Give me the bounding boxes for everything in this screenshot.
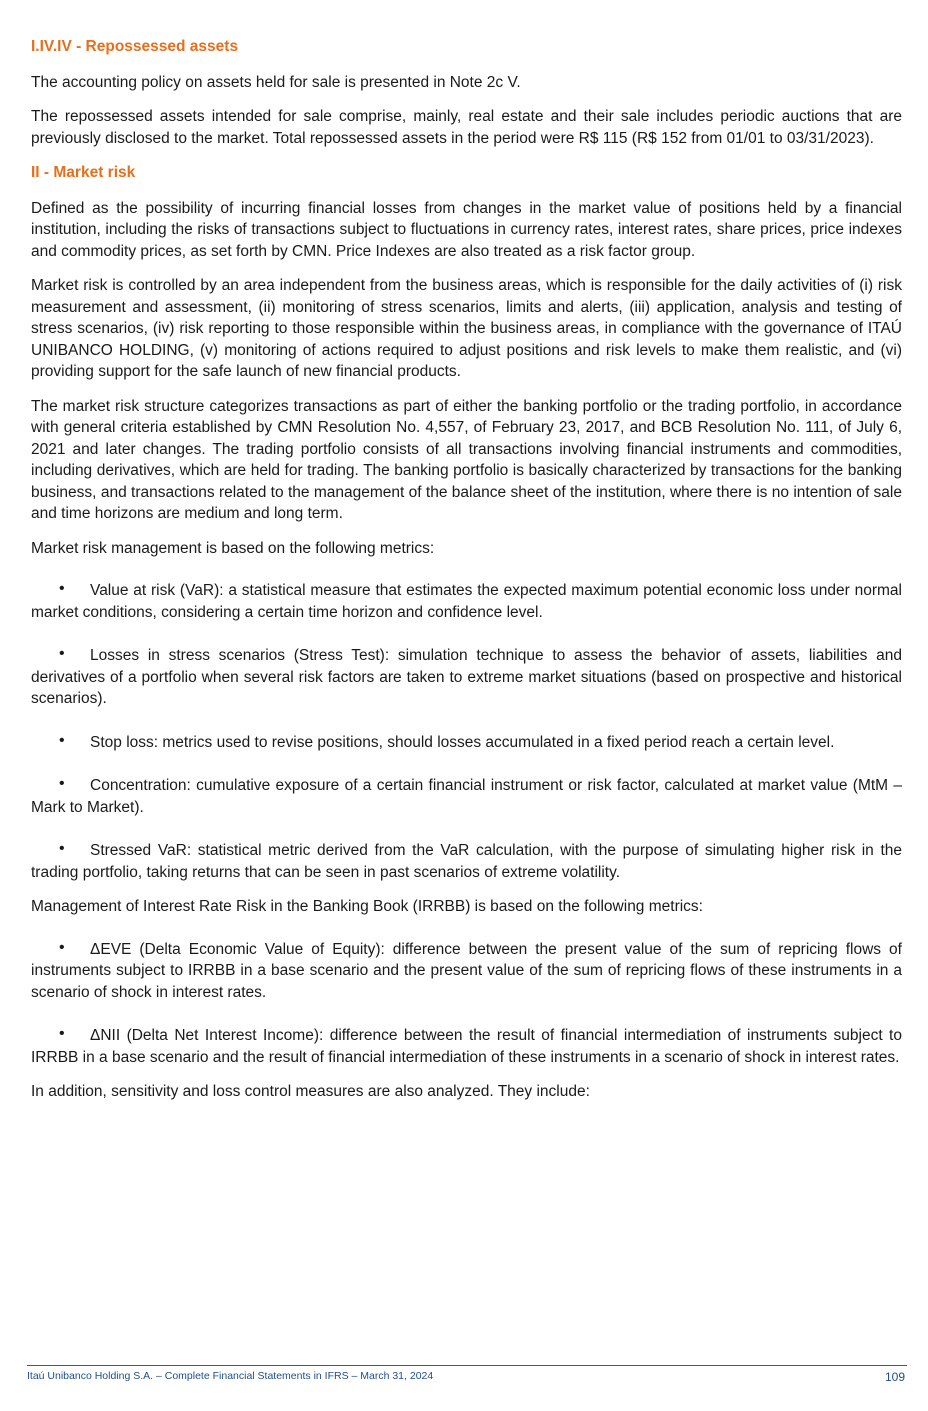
bullet-text: Stop loss: metrics used to revise positions, should losses accumulated in a fixed period reach a certain level. xyxy=(90,733,835,751)
bullet-text: Losses in stress scenarios (Stress Test): simulation technique to assess the behavior of assets, liabilities and derivatives of a portfolio when several risk factors are taken to extreme market situations (based on prospective and historical scenarios). xyxy=(31,647,902,707)
bullet-item xyxy=(31,939,902,1004)
section-heading-repossessed-assets: I.IV.IV - Repossessed assets xyxy=(31,38,239,55)
section-heading-market-risk: II - Market risk xyxy=(31,164,136,181)
bullet-dot: • xyxy=(59,731,65,749)
paragraph: Market risk management is based on the following metrics: xyxy=(31,539,435,557)
paragraph: The market risk structure categorizes transactions as part of either the banking portfolio or the trading portfolio, in accordance with general criteria established by CMN Resolution No. 4,557, of February 23, 2017, and BCB Resolution No. 111, of July 6, 2021 and later changes. The trading portfolio consists of all transactions involving financial instruments and commodities, including derivatives, which are held for trading. The banking portfolio is basically characterized by transactions for the banking business, and transactions related to the management of the balance sheet of the institution, where there is no intention of sale and time horizons are medium and long term. xyxy=(31,397,902,522)
paragraph: The repossessed assets intended for sale comprise, mainly, real estate and their sale includes periodic auctions that are previously disclosed to the market. Total repossessed assets in the period were R$ 115 (R$ 152 from 01/01 to 03/31/2023). xyxy=(31,108,902,147)
bullet-text: Stressed VaR: statistical metric derived from the VaR calculation, with the purpose of simulating higher risk in the trading portfolio, taking returns that can be seen in past scenarios of extreme volatility. xyxy=(31,842,902,881)
bullet-dot: • xyxy=(59,1025,65,1042)
paragraph: The accounting policy on assets held for sale is presented in Note 2c V. xyxy=(31,73,521,91)
bullet-text: Value at risk (VaR): a statistical measure that estimates the expected maximum potential economic loss under normal market conditions, considering a certain time horizon and confidence level. xyxy=(31,582,902,621)
bullet-dot: • xyxy=(59,840,65,857)
bullet-dot: • xyxy=(59,775,65,792)
bullet-text: Concentration: cumulative exposure of a certain financial instrument or risk factor, calculated at market value (MtM – Mark to Market). xyxy=(31,777,902,816)
bullet-dot: • xyxy=(59,580,65,597)
bullet-dot: • xyxy=(59,645,65,662)
bullet-text: ΔEVE (Delta Economic Value of Equity): difference between the present value of the sum of repricing flows of instruments subject to IRRBB in a base scenario and the present value of the sum of repricing flows of these instruments in a scenario of shock in interest rates. xyxy=(31,940,902,1001)
bullet-item xyxy=(31,1025,902,1068)
bullet-text: ΔNII (Delta Net Interest Income): difference between the result of financial intermediation of instruments subject to IRRBB in a base scenario and the result of financial intermediation of these instruments in a scenario of shock in interest rates. xyxy=(31,1027,902,1066)
bullet-item xyxy=(31,775,902,818)
bullet-item xyxy=(31,645,902,710)
bullet-dot: • xyxy=(59,938,65,956)
footer-text: Itaú Unibanco Holding S.A. – Complete Financial Statements in IFRS – March 31, 2024 xyxy=(27,1370,434,1382)
paragraph: Market risk is controlled by an area independent from the business areas, which is responsible for the daily activities of (i) risk measurement and assessment, (ii) monitoring of stress scenarios, limits and alerts, (iii) application, analysis and testing of stress scenarios, (iv) risk reporting to those responsible within the business areas, in compliance with the governance of ITAÚ UNIBANCO HOLDING, (v) monitoring of actions required to adjust positions and risk levels to make them realistic, and (vi) providing support for the safe launch of new financial products. xyxy=(31,277,902,380)
bullet-item xyxy=(31,580,902,623)
bullet-item xyxy=(31,840,902,883)
page-number: 109 xyxy=(884,1370,905,1384)
paragraph: Management of Interest Rate Risk in the Banking Book (IRRBB) is based on the following metrics: xyxy=(31,898,703,915)
bullet-item xyxy=(31,732,902,754)
paragraph: In addition, sensitivity and loss control measures are also analyzed. They include: xyxy=(31,1083,590,1100)
paragraph: Defined as the possibility of incurring financial losses from changes in the market value of positions held by a financial institution, including the risks of transactions subject to fluctuations in currency rates, interest rates, share prices, price indexes and commodity prices, as set forth by CMN. Price Indexes are also treated as a risk factor group. xyxy=(31,199,902,260)
document-body xyxy=(31,36,902,1116)
page-footer xyxy=(27,1365,907,1384)
